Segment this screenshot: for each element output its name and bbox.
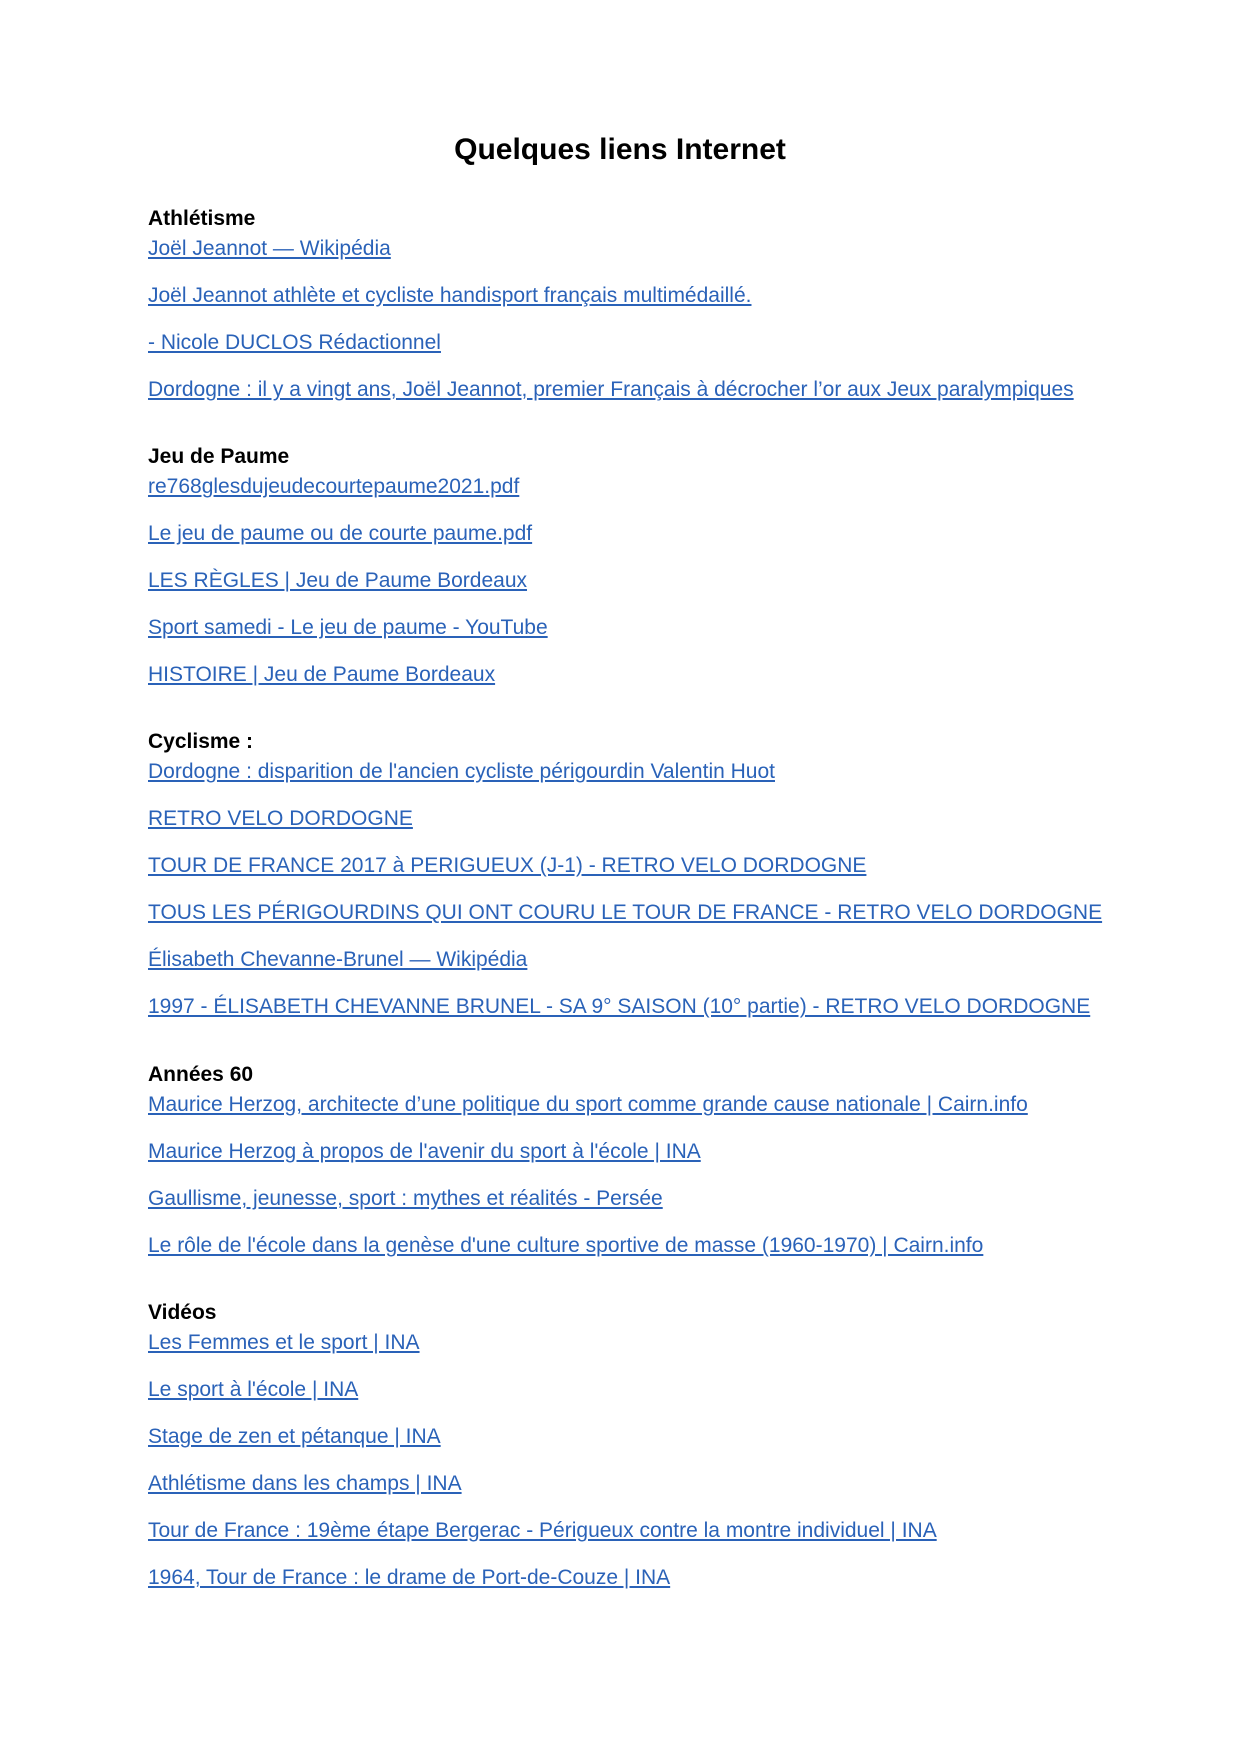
link-item[interactable]: Maurice Herzog à propos de l'avenir du sport à l'école | INA [148,1140,701,1163]
section-heading: Jeu de Paume [148,445,290,468]
link-item[interactable]: Tour de France : 19ème étape Bergerac - Périgueux contre la montre individuel | INA [148,1519,937,1542]
section-heading: Cyclisme : [148,730,254,753]
link-item[interactable]: Le sport à l'école | INA [148,1378,359,1401]
link-item[interactable]: Maurice Herzog, architecte d’une politique du sport comme grande cause nationale | Cairn.info [148,1093,1028,1116]
section-videos [148,1300,1148,1591]
section-heading: Années 60 [148,1063,254,1086]
link-item[interactable]: 1997 - ÉLISABETH CHEVANNE BRUNEL - SA 9° SAISON (10° partie) - RETRO VELO DORDOGNE [148,995,1091,1018]
link-item[interactable]: Stage de zen et pétanque | INA [148,1425,441,1448]
link-item[interactable]: Dordogne : disparition de l'ancien cycliste périgourdin Valentin Huot [148,760,775,783]
link-item[interactable]: Élisabeth Chevanne-Brunel — Wikipédia [148,948,528,971]
link-item[interactable]: RETRO VELO DORDOGNE [148,807,413,830]
link-item[interactable]: Athlétisme dans les champs | INA [148,1472,462,1495]
link-item[interactable]: Le rôle de l'école dans la genèse d'une culture sportive de masse (1960-1970) | Cairn.info [148,1234,984,1257]
link-item[interactable]: TOUS LES PÉRIGOURDINS QUI ONT COURU LE TOUR DE FRANCE - RETRO VELO DORDOGNE [148,901,1103,924]
link-item[interactable]: re768glesdujeudecourtepaume2021.pdf [148,475,520,498]
section-jeu-de-paume [148,444,1148,688]
section-heading: Vidéos [148,1301,217,1324]
link-item[interactable]: Les Femmes et le sport | INA [148,1331,420,1354]
page-title: Quelques liens Internet [454,133,786,166]
link-item[interactable]: Sport samedi - Le jeu de paume - YouTube [148,616,548,639]
section-annees-60 [148,1062,1148,1259]
section-heading: Athlétisme [148,207,256,230]
link-item[interactable]: HISTOIRE | Jeu de Paume Bordeaux [148,663,496,686]
link-item[interactable]: - Nicole DUCLOS Rédactionnel [148,331,441,354]
link-item[interactable]: TOUR DE FRANCE 2017 à PERIGUEUX (J-1) - RETRO VELO DORDOGNE [148,854,867,877]
section-athletisme [148,206,1148,403]
link-item[interactable]: Dordogne : il y a vingt ans, Joël Jeannot, premier Français à décrocher l’or aux Jeux paralympiques [148,378,1074,401]
link-item[interactable]: Joël Jeannot — Wikipédia [148,237,391,260]
link-item[interactable]: Le jeu de paume ou de courte paume.pdf [148,522,533,545]
link-item[interactable]: LES RÈGLES | Jeu de Paume Bordeaux [148,569,528,592]
link-item[interactable]: Gaullisme, jeunesse, sport : mythes et réalités - Persée [148,1187,663,1210]
link-item[interactable]: Joël Jeannot athlète et cycliste handisport français multimédaillé. [148,284,752,307]
link-item[interactable]: 1964, Tour de France : le drame de Port-de-Couze | INA [148,1566,671,1589]
section-cyclisme [148,729,1148,1020]
